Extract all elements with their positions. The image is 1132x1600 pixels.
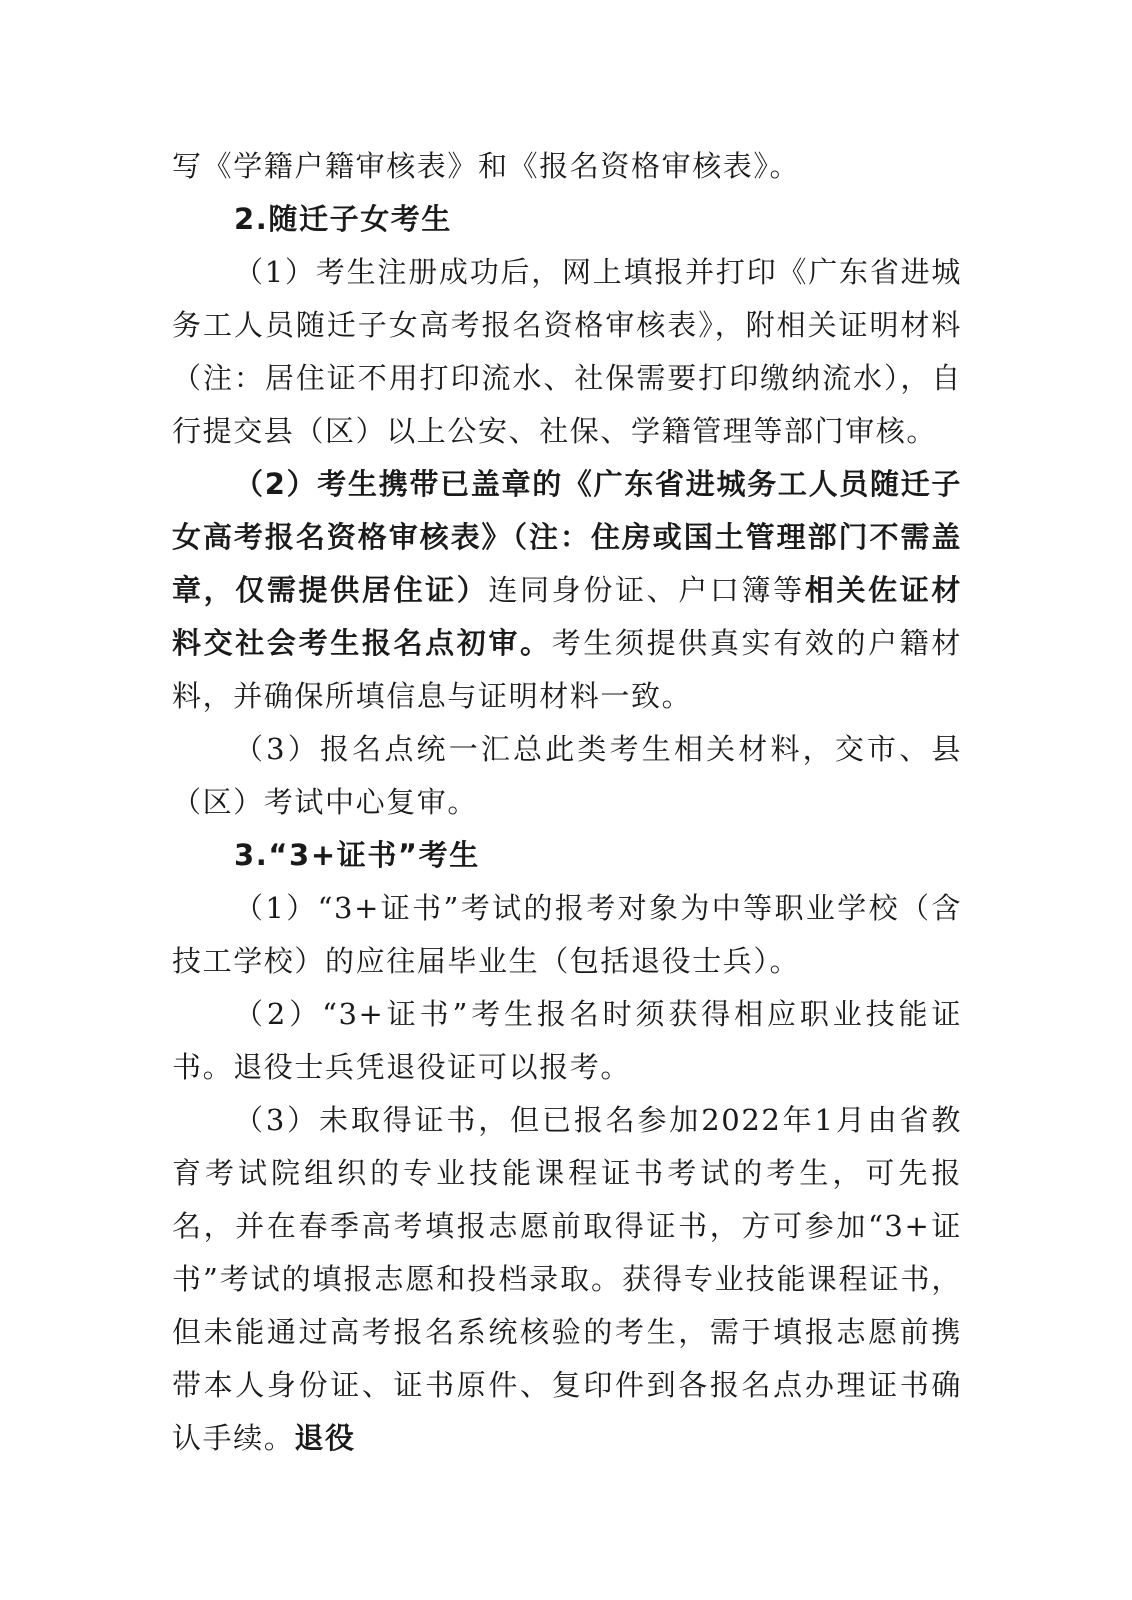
text-run: （1）“3+证书”考试的报考对象为中等职业学校（含技工学校）的应往届毕业生（包括退役士兵）。 [172,891,962,978]
section-heading [172,829,962,882]
document-body [172,140,962,1465]
text-run: （3）报名点统一汇总此类考生相关材料，交市、县（区）考试中心复审。 [172,732,962,819]
text-run: （2）“3+证书”考生报名时须获得相应职业技能证书。退役士兵凭退役证可以报考。 [172,997,962,1084]
bold-text-run: 退役 [294,1421,356,1455]
text-run: （3）未取得证书，但已报名参加2022年1月由省教育考试院组织的专业技能课程证书考试的考生，可先报名，并在春季高考填报志愿前取得证书，方可参加“3+证书”考试的填报志愿和投档录取。获得专业技能课程证书，但未能通过高考报名系统核验的考生，需于填报志愿前携带本人身份证、证书原件、复印件到各报名点办理证书确认手续。 [172,1103,962,1455]
paragraph [172,458,962,723]
text-run: （1）考生注册成功后，网上填报并打印《广东省进城务工人员随迁子女高考报名资格审核表》，附相关证明材料（注：居住证不用打印流水、社保需要打印缴纳流水），自行提交县（区）以上公安、社保、学籍管理等部门审核。 [172,255,962,448]
paragraph [172,140,962,193]
paragraph [172,723,962,829]
text-run: 考生须提供真实有效的户籍材料，并确保所填信息与证明材料一致。 [172,626,962,713]
section-heading [172,193,962,246]
text-run: 连同身份证、户口簿等 [488,573,805,607]
bold-text-run: 3.“3+证书”考生 [234,838,480,872]
paragraph [172,988,962,1094]
paragraph [172,246,962,458]
text-run: 写《学籍户籍审核表》和《报名资格审核表》。 [172,149,801,183]
bold-text-run: 相关佐证材料交社会考生报名点初审。 [172,573,962,660]
paragraph [172,882,962,988]
bold-text-run: 2.随迁子女考生 [234,202,452,236]
bold-text-run: （2）考生携带已盖章的《广东省进城务工人员随迁子女高考报名资格审核表》（注：住房或国土管理部门不需盖章，仅需提供居住证） [172,467,962,607]
paragraph [172,1094,962,1465]
